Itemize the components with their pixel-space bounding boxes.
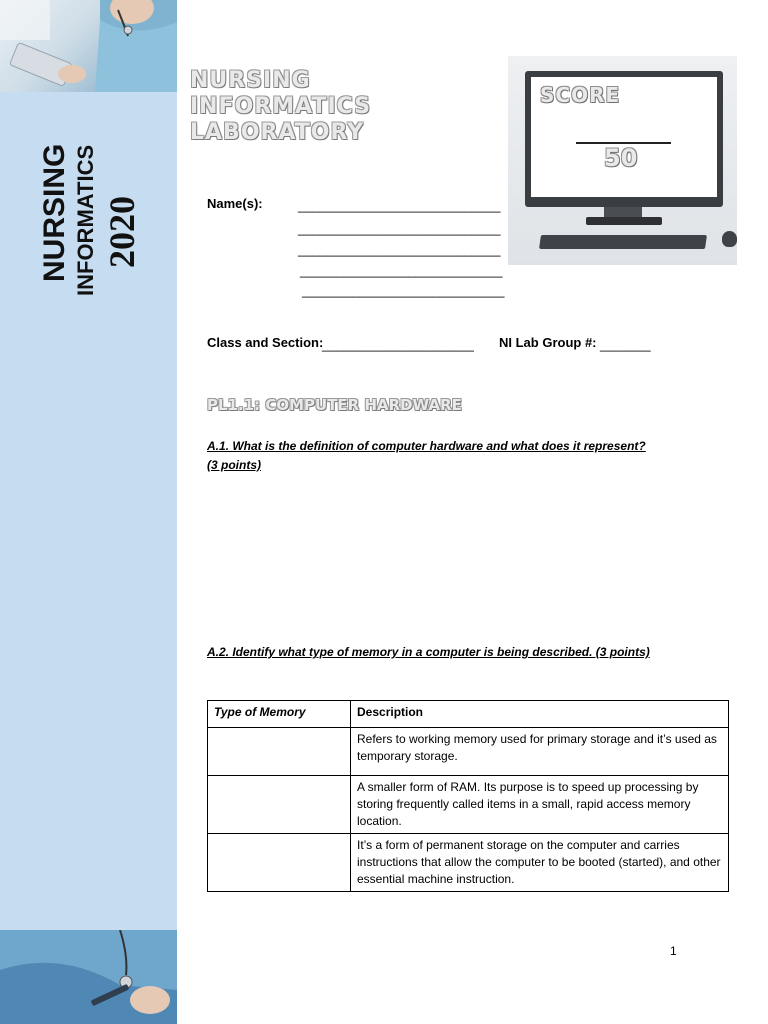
name-blank[interactable]: ____________________________ xyxy=(298,198,501,213)
section-title: PL1.1: COMPUTER HARDWARE xyxy=(207,396,462,414)
description-cell: A smaller form of RAM. Its purpose is to speed up processing by storing frequently called items in a small, rapid access memory location. xyxy=(351,776,729,834)
sidebar-year: 2020 xyxy=(102,196,142,268)
sidebar-title-informatics: INFORMATICS xyxy=(73,144,98,296)
nurse-tablet-photo xyxy=(0,0,177,92)
lab-title-line: LABORATORY xyxy=(190,120,365,145)
name-blank[interactable]: ____________________________ xyxy=(298,242,501,257)
description-cell: It’s a form of permanent storage on the computer and carries instructions that allow the computer to be booted (started), and other essential machine instruction. xyxy=(351,834,729,892)
sidebar-title xyxy=(16,120,166,310)
question-a2: A.2. Identify what type of memory in a computer is being described. (3 points) xyxy=(207,645,650,659)
memory-type-cell[interactable] xyxy=(208,728,351,776)
lab-title-line: INFORMATICS xyxy=(190,94,372,119)
table-header-row xyxy=(208,701,729,728)
column-header-description: Description xyxy=(351,701,729,728)
memory-type-cell[interactable] xyxy=(208,776,351,834)
class-section-blank[interactable]: _____________________ xyxy=(322,337,474,352)
score-total: 50 xyxy=(604,144,638,172)
lab-title xyxy=(190,68,500,146)
name-blank[interactable]: ____________________________ xyxy=(298,221,501,236)
nurse-stethoscope-photo xyxy=(0,930,177,1024)
name-blank[interactable]: ____________________________ xyxy=(300,263,503,278)
class-section-label: Class and Section: xyxy=(207,335,324,350)
memory-type-cell[interactable] xyxy=(208,834,351,892)
monitor-base xyxy=(586,217,662,225)
score-monitor xyxy=(508,56,737,265)
table-row xyxy=(208,728,729,776)
lab-title-line: NURSING xyxy=(190,68,311,93)
table-row xyxy=(208,834,729,892)
column-header-type: Type of Memory xyxy=(208,701,351,728)
table-row xyxy=(208,776,729,834)
memory-table xyxy=(207,700,729,892)
page-number: 1 xyxy=(670,944,677,958)
keyboard-icon xyxy=(539,235,707,249)
sidebar-title-nursing: NURSING xyxy=(38,143,71,282)
description-cell: Refers to working memory used for primary storage and it’s used as temporary storage. xyxy=(351,728,729,776)
lab-group-label: NI Lab Group #: xyxy=(499,335,597,350)
question-a1: A.1. What is the definition of computer hardware and what does it represent? xyxy=(207,439,646,453)
lab-group-blank[interactable]: _______ xyxy=(600,337,651,352)
names-label: Name(s): xyxy=(207,196,263,211)
question-a1-points: (3 points) xyxy=(207,458,261,472)
mouse-icon xyxy=(722,231,737,247)
name-blank[interactable]: ____________________________ xyxy=(302,283,505,298)
score-label: SCORE xyxy=(540,83,621,107)
sidebar xyxy=(0,0,177,1024)
